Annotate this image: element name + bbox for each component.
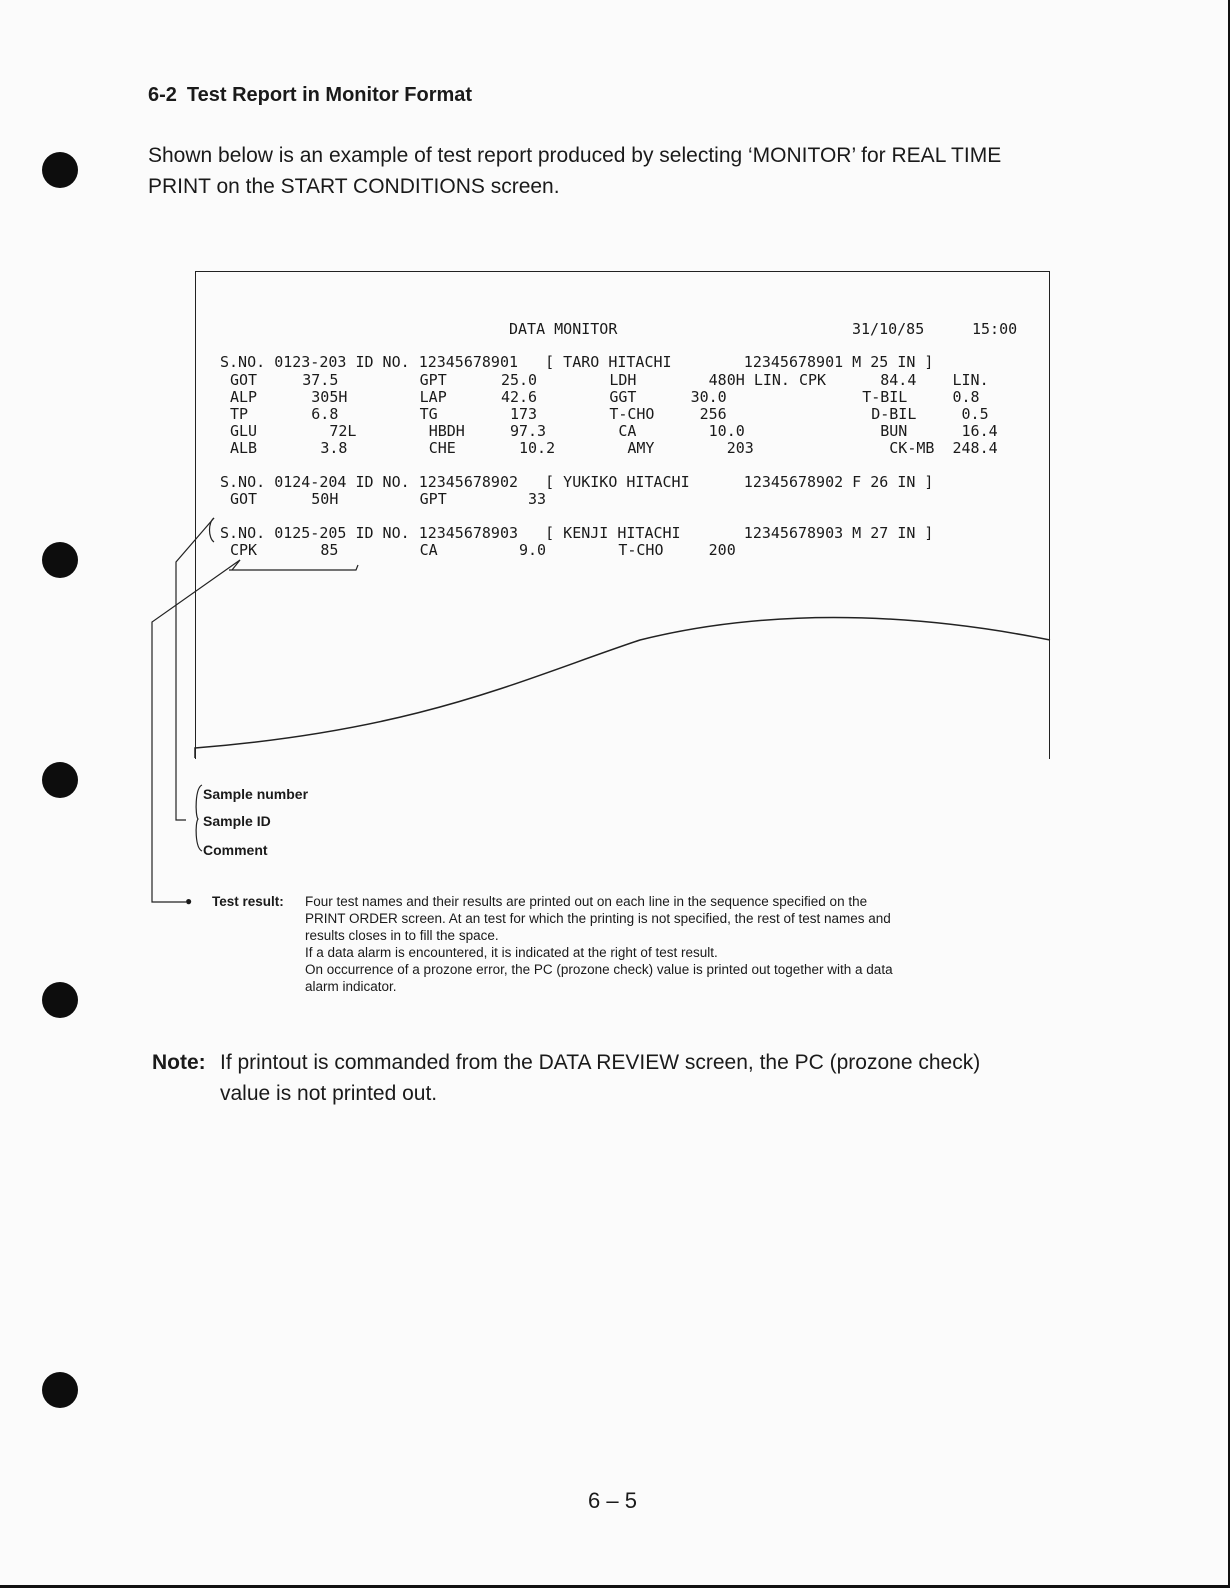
printout-paper: [195, 271, 1050, 759]
sample-comment: [ YUKIKO HITACHI 12345678902 F 26 IN ]: [545, 473, 934, 491]
section-title: Test Report in Monitor Format: [186, 84, 473, 106]
intro-line-2: PRINT on the START CONDITIONS screen.: [148, 175, 560, 198]
result-row: ALP 305H LAP 42.6 GGT 30.0 T-BIL 0.8: [230, 388, 980, 406]
result-row: TP 6.8 TG 173 T-CHO 256 D-BIL 0.5: [230, 405, 989, 423]
result-row: CPK 85 CA 9.0 T-CHO 200: [230, 541, 736, 559]
binder-hole: [42, 982, 78, 1018]
printout-time: 15:00: [972, 320, 1018, 338]
intro-paragraph: [148, 140, 1048, 202]
note-label: Note:: [152, 1051, 206, 1074]
result-row: GOT 37.5 GPT 25.0 LDH 480H LIN. CPK 84.4 LIN.: [230, 371, 989, 389]
annotation-sample-number: Sample number: [203, 786, 309, 802]
binder-hole: [42, 152, 78, 188]
result-row: GLU 72L HBDH 97.3 CA 10.0 BUN 16.4: [230, 422, 998, 440]
test-result-label: Test result:: [212, 894, 284, 909]
printout-title: DATA MONITOR: [509, 320, 618, 338]
bullet-icon: ●: [185, 894, 193, 908]
sample-header: S.NO. 0125-205 ID NO. 12345678903 [ KENJI HITACHI 12345678903 M 27 IN ]: [220, 524, 934, 542]
sample-comment: [ TARO HITACHI 12345678901 M 25 IN ]: [545, 353, 934, 371]
binder-hole: [42, 1372, 78, 1408]
brace-annotations: [196, 785, 202, 851]
section-number: 6-2: [148, 84, 177, 106]
sample-header: S.NO. 0124-204 ID NO. 12345678902 [ YUKIKO HITACHI 12345678902 F 26 IN ]: [220, 473, 934, 491]
result-row: ALB 3.8 CHE 10.2 AMY 203 CK-MB 248.4: [230, 439, 998, 457]
sample-comment: [ KENJI HITACHI 12345678903 M 27 IN ]: [545, 524, 934, 542]
binder-hole: [42, 762, 78, 798]
binder-hole: [42, 542, 78, 578]
annotation-sample-id: Sample ID: [203, 813, 271, 829]
result-row: GOT 50H GPT 33: [230, 490, 547, 508]
page-number: 6 – 5: [588, 1488, 637, 1513]
intro-line-1: Shown below is an example of test report produced by selecting ‘MONITOR’ for REAL TIME: [148, 144, 1002, 167]
printout-date: 31/10/85: [852, 320, 925, 338]
annotation-comment: Comment: [203, 842, 268, 858]
section-heading: [148, 84, 472, 107]
note-text: If printout is commanded from the DATA REVIEW screen, the PC (prozone check) value is not printed out.: [220, 1051, 981, 1105]
test-result-text: Four test names and their results are printed out on each line in the sequence specified on the PRINT ORDER screen. At an test for which the printing is not specified, the rest of test names and results closes in to fill the space. If a data alarm is encountered, it is indicated at the right of test result. On occurrence of a prozone error, the PC (prozone check) value is printed out together with a data alarm indicator.: [305, 894, 893, 994]
sample-header: S.NO. 0123-203 ID NO. 12345678901 [ TARO HITACHI 12345678901 M 25 IN ]: [220, 353, 934, 371]
